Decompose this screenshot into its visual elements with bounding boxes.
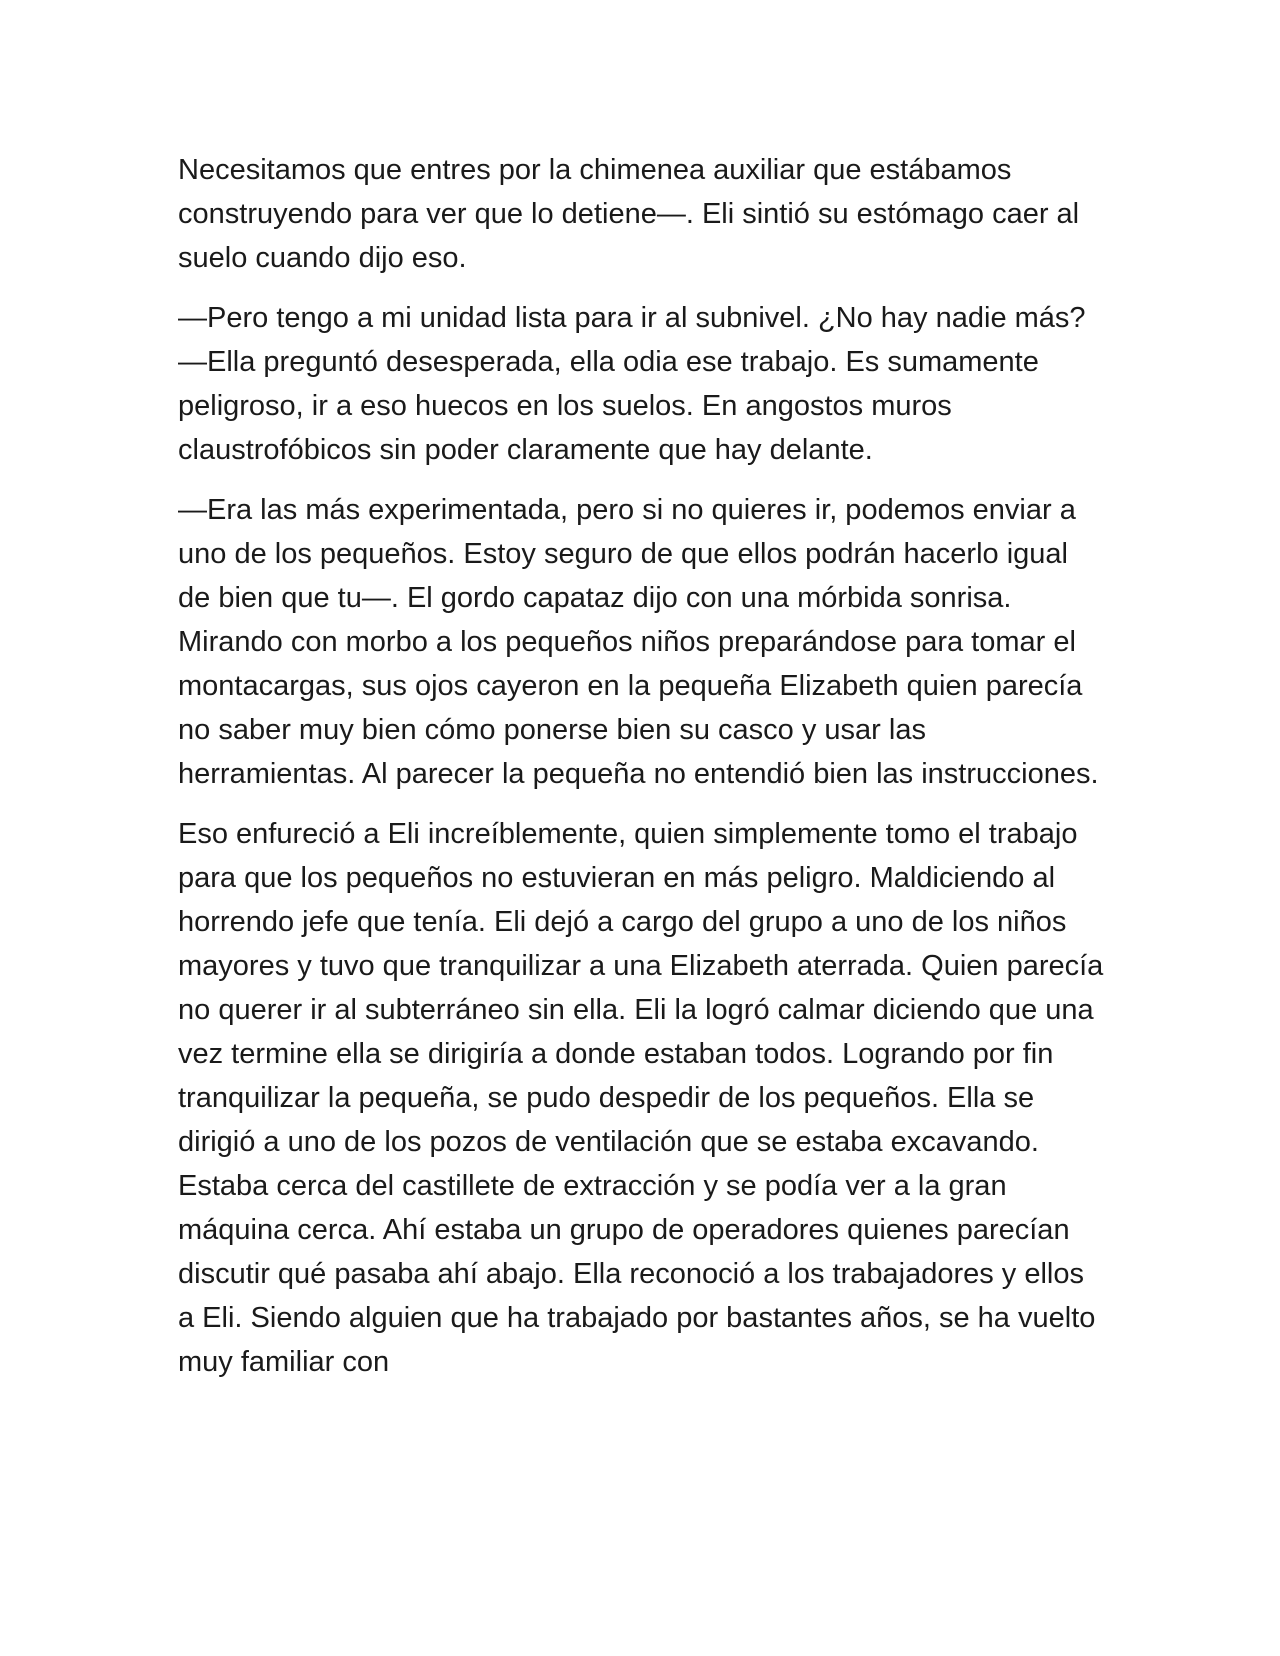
paragraph-1: Necesitamos que entres por la chimenea auxiliar que estábamos construyendo para ver que lo detiene—. Eli sintió su estómago caer al suelo cuando dijo eso.	[178, 154, 1080, 274]
document-body	[178, 148, 1108, 1400]
paragraph-3: —Era las más experimentada, pero si no quieres ir, podemos enviar a uno de los pequeños. Estoy seguro de que ellos podrán hacerlo igual de bien que tu—. El gordo capataz dijo con una mórbida sonrisa. Mirando con morbo a los pequeños niños preparándose para tomar el montacargas, sus ojos cayeron en la pequeña Elizabeth quien parecía no saber muy bien cómo ponerse bien su casco y usar las herramientas. Al parecer la pequeña no entendió bien las instrucciones.	[178, 494, 1099, 790]
paragraph-4: Eso enfureció a Eli increíblemente, quien simplemente tomo el trabajo para que los pequeños no estuvieran en más peligro. Maldiciendo al horrendo jefe que tenía. Eli dejó a cargo del grupo a uno de los niños mayores y tuvo que tranquilizar a una Elizabeth aterrada. Quien parecía no querer ir al subterráneo sin ella. Eli la logró calmar diciendo que una vez termine ella se dirigiría a donde estaban todos. Logrando por fin tranquilizar la pequeña, se pudo despedir de los pequeños. Ella se dirigió a uno de los pozos de ventilación que se estaba excavando. Estaba cerca del castillete de extracción y se podía ver a la gran máquina cerca. Ahí estaba un grupo de operadores quienes parecían discutir qué pasaba ahí abajo. Ella reconoció a los trabajadores y ellos a Eli. Siendo alguien que ha trabajado por bastantes años, se ha vuelto muy familiar con	[178, 818, 1104, 1378]
paragraph-2: —Pero tengo a mi unidad lista para ir al subnivel. ¿No hay nadie más? —Ella preguntó desesperada, ella odia ese trabajo. Es sumamente peligroso, ir a eso huecos en los suelos. En angostos muros claustrofóbicos sin poder claramente que hay delante.	[178, 302, 1086, 466]
